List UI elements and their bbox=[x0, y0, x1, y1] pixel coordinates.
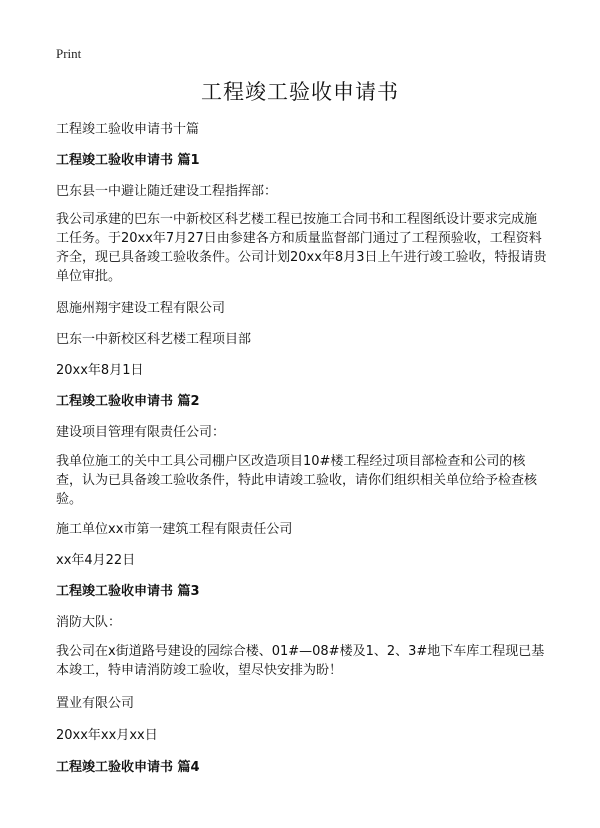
section-heading: 工程竣工验收申请书 篇3 bbox=[56, 584, 200, 599]
document-subtitle: 工程竣工验收申请书十篇 bbox=[56, 122, 200, 137]
document-title: 工程竣工验收申请书 bbox=[201, 80, 399, 104]
section-signer: 恩施州翔宇建设工程有限公司 bbox=[56, 301, 226, 316]
section-signer: 施工单位xx市第一建筑工程有限责任公司 bbox=[56, 522, 293, 537]
section-salutation: 建设项目管理有限责任公司： bbox=[56, 425, 226, 440]
section-body: 我公司承建的巴东一中新校区科艺楼工程已按施工合同书和工程图纸设计要求完成施工任务。于20xx年7月27日由参建各方和质量监督部门通过了工程预验收，工程资料齐全，现已具备竣工验收条件。公司计划20xx年8月3日上午进行竣工验收，特报请贵单位审批。 bbox=[56, 212, 547, 284]
section-salutation: 消防大队： bbox=[56, 615, 122, 630]
print-label: Print bbox=[56, 46, 82, 61]
section-heading: 工程竣工验收申请书 篇1 bbox=[56, 153, 200, 168]
section-date: xx年4月22日 bbox=[56, 553, 136, 568]
section-body: 我公司在x街道路号建设的园综合楼、01#—08#楼及1、2、3#地下车库工程现已基本竣工，特申请消防竣工验收，望尽快安排为盼！ bbox=[56, 644, 545, 678]
section-date: 20xx年8月1日 bbox=[56, 363, 144, 378]
section-signer: 置业有限公司 bbox=[56, 696, 135, 711]
section-heading: 工程竣工验收申请书 篇4 bbox=[56, 760, 200, 775]
section-body: 我单位施工的关中工具公司棚户区改造项目10#楼工程经过项目部检查和公司的核查，认为已具备竣工验收条件，特此申请竣工验收，请你们组织相关单位给予检查核验。 bbox=[56, 454, 538, 507]
section-signer: 巴东一中新校区科艺楼工程项目部 bbox=[56, 332, 252, 347]
section-salutation: 巴东县一中避让随迁建设工程指挥部： bbox=[56, 184, 278, 199]
section-date: 20xx年xx月xx日 bbox=[56, 728, 158, 743]
section-heading: 工程竣工验收申请书 篇2 bbox=[56, 394, 200, 409]
